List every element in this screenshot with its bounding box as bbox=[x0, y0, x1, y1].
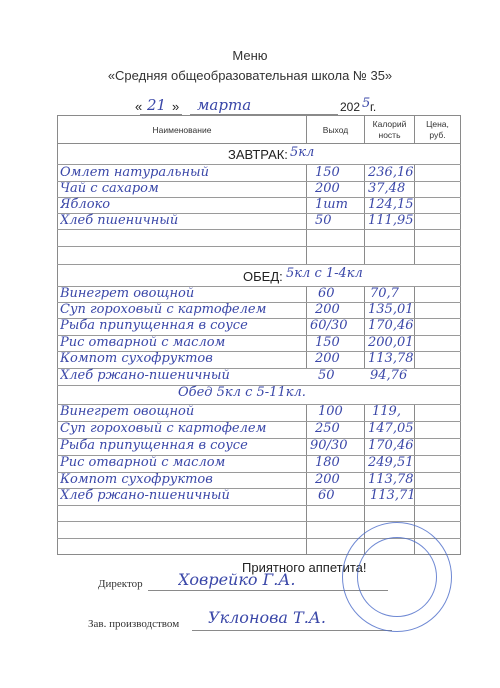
section-lunch-senior-note: Обед 5кл с 5-11кл. bbox=[178, 385, 306, 400]
lunch-item-5-calories: 113,78 bbox=[368, 351, 414, 366]
col-header-name: Наименование bbox=[152, 125, 212, 135]
breakfast-item-2-calories: 37,48 bbox=[368, 181, 406, 196]
senior-item-4-calories: 249,51 bbox=[368, 455, 414, 470]
col-sep bbox=[414, 164, 415, 264]
official-stamp-inner-ring bbox=[357, 537, 437, 617]
date-open-quote: « bbox=[135, 99, 143, 114]
lunch-item-6-name: Хлеб ржано-пшеничный bbox=[60, 368, 230, 383]
school-name: «Средняя общеобразовательная школа № 35» bbox=[107, 68, 393, 83]
senior-item-6-calories: 113,71 bbox=[370, 488, 416, 503]
bon-appetit-text: Приятного аппетита! bbox=[242, 560, 367, 575]
date-day: 21 bbox=[147, 96, 167, 114]
breakfast-item-3-output: 1шт bbox=[315, 197, 348, 212]
lunch-item-5-output: 200 bbox=[315, 351, 340, 366]
senior-item-3-output: 90/30 bbox=[310, 438, 348, 453]
date-year-prefix: 202 bbox=[340, 100, 361, 114]
senior-item-6-output: 60 bbox=[318, 488, 335, 503]
section-breakfast-title: ЗАВТРАК: bbox=[228, 147, 288, 162]
col-header-output: Выход bbox=[322, 125, 349, 135]
col-header-calories bbox=[365, 119, 414, 141]
senior-item-1-calories: 119, bbox=[372, 404, 401, 419]
breakfast-item-3-calories: 124,15 bbox=[368, 197, 414, 212]
senior-item-4-output: 180 bbox=[315, 455, 340, 470]
lunch-item-1-name: Винегрет овощной bbox=[60, 286, 195, 301]
date-year-unit: г. bbox=[370, 100, 377, 114]
senior-item-1-output: 100 bbox=[318, 404, 343, 419]
senior-item-5-name: Компот сухофруктов bbox=[60, 472, 213, 487]
senior-item-3-name: Рыба припущенная в соусе bbox=[60, 438, 248, 453]
breakfast-item-3-name: Яблоко bbox=[60, 197, 111, 212]
senior-item-5-calories: 113,78 bbox=[368, 472, 414, 487]
menu-title: Меню bbox=[232, 48, 268, 63]
table-header-divider bbox=[57, 143, 461, 144]
date-year-suffix: 5 bbox=[362, 96, 371, 111]
senior-item-2-output: 250 bbox=[315, 421, 340, 436]
col-header-price bbox=[415, 119, 460, 141]
senior-item-2-calories: 147,05 bbox=[368, 421, 414, 436]
lunch-item-1-calories: 70,7 bbox=[370, 286, 399, 301]
lunch-item-4-name: Рис отварной с маслом bbox=[60, 335, 226, 350]
col-sep bbox=[414, 286, 415, 368]
manager-sign-line bbox=[192, 630, 392, 631]
col-sep bbox=[306, 404, 307, 554]
lunch-item-2-calories: 135,01 bbox=[368, 302, 414, 317]
breakfast-item-1-output: 150 bbox=[315, 165, 340, 180]
lunch-item-4-calories: 200,01 bbox=[368, 335, 414, 350]
manager-label: Зав. производством bbox=[88, 618, 180, 630]
senior-item-2-name: Суп гороховый с картофелем bbox=[60, 421, 267, 436]
breakfast-item-4-name: Хлеб пшеничный bbox=[60, 213, 179, 228]
row-line bbox=[57, 264, 461, 265]
breakfast-item-2-output: 200 bbox=[315, 181, 340, 196]
col-sep bbox=[306, 164, 307, 264]
col-header-price-line2: руб. bbox=[429, 130, 446, 140]
section-lunch-title: ОБЕД: bbox=[243, 269, 283, 284]
table-top-border bbox=[57, 115, 461, 116]
senior-item-6-name: Хлеб ржано-пшеничный bbox=[60, 488, 230, 503]
breakfast-item-4-calories: 111,95 bbox=[368, 213, 414, 228]
section-lunch-note: 5кл с 1-4кл bbox=[286, 266, 363, 281]
lunch-item-3-calories: 170,46 bbox=[368, 318, 414, 333]
col-sep bbox=[364, 286, 365, 368]
lunch-item-4-output: 150 bbox=[315, 335, 340, 350]
lunch-item-6-output: 50 bbox=[318, 368, 335, 383]
breakfast-item-2-name: Чай с сахаром bbox=[60, 181, 159, 196]
director-label: Директор bbox=[98, 578, 143, 590]
senior-item-4-name: Рис отварной с маслом bbox=[60, 455, 226, 470]
col-sep bbox=[364, 164, 365, 264]
col-header-calories-line1: Калорий bbox=[372, 119, 407, 129]
lunch-item-2-output: 200 bbox=[315, 302, 340, 317]
senior-item-1-name: Винегрет овощной bbox=[60, 404, 195, 419]
director-signature: Ховрейко Г.А. bbox=[178, 570, 296, 589]
lunch-item-6-calories: 94,76 bbox=[370, 368, 408, 383]
col-sep bbox=[306, 286, 307, 368]
row-line bbox=[57, 246, 461, 247]
col-header-price-line1: Цена, bbox=[426, 119, 449, 129]
date-month: марта bbox=[197, 96, 252, 114]
senior-item-3-calories: 170,46 bbox=[368, 438, 414, 453]
breakfast-item-1-name: Омлет натуральный bbox=[60, 165, 209, 180]
breakfast-item-4-output: 50 bbox=[315, 213, 332, 228]
lunch-item-3-name: Рыба припущенная в соусе bbox=[60, 318, 248, 333]
date-close-quote: » bbox=[172, 99, 180, 114]
official-stamp bbox=[342, 522, 452, 632]
manager-signature: Уклонова Т.А. bbox=[208, 608, 327, 627]
section-breakfast-note: 5кл bbox=[290, 145, 315, 160]
row-line bbox=[57, 229, 461, 230]
lunch-item-3-output: 60/30 bbox=[310, 318, 348, 333]
breakfast-item-1-calories: 236,16 bbox=[368, 165, 414, 180]
row-line bbox=[57, 505, 461, 506]
col-header-calories-line2: ность bbox=[378, 130, 401, 140]
senior-item-5-output: 200 bbox=[315, 472, 340, 487]
lunch-item-5-name: Компот сухофруктов bbox=[60, 351, 213, 366]
lunch-item-1-output: 60 bbox=[318, 286, 335, 301]
lunch-item-2-name: Суп гороховый с картофелем bbox=[60, 302, 267, 317]
